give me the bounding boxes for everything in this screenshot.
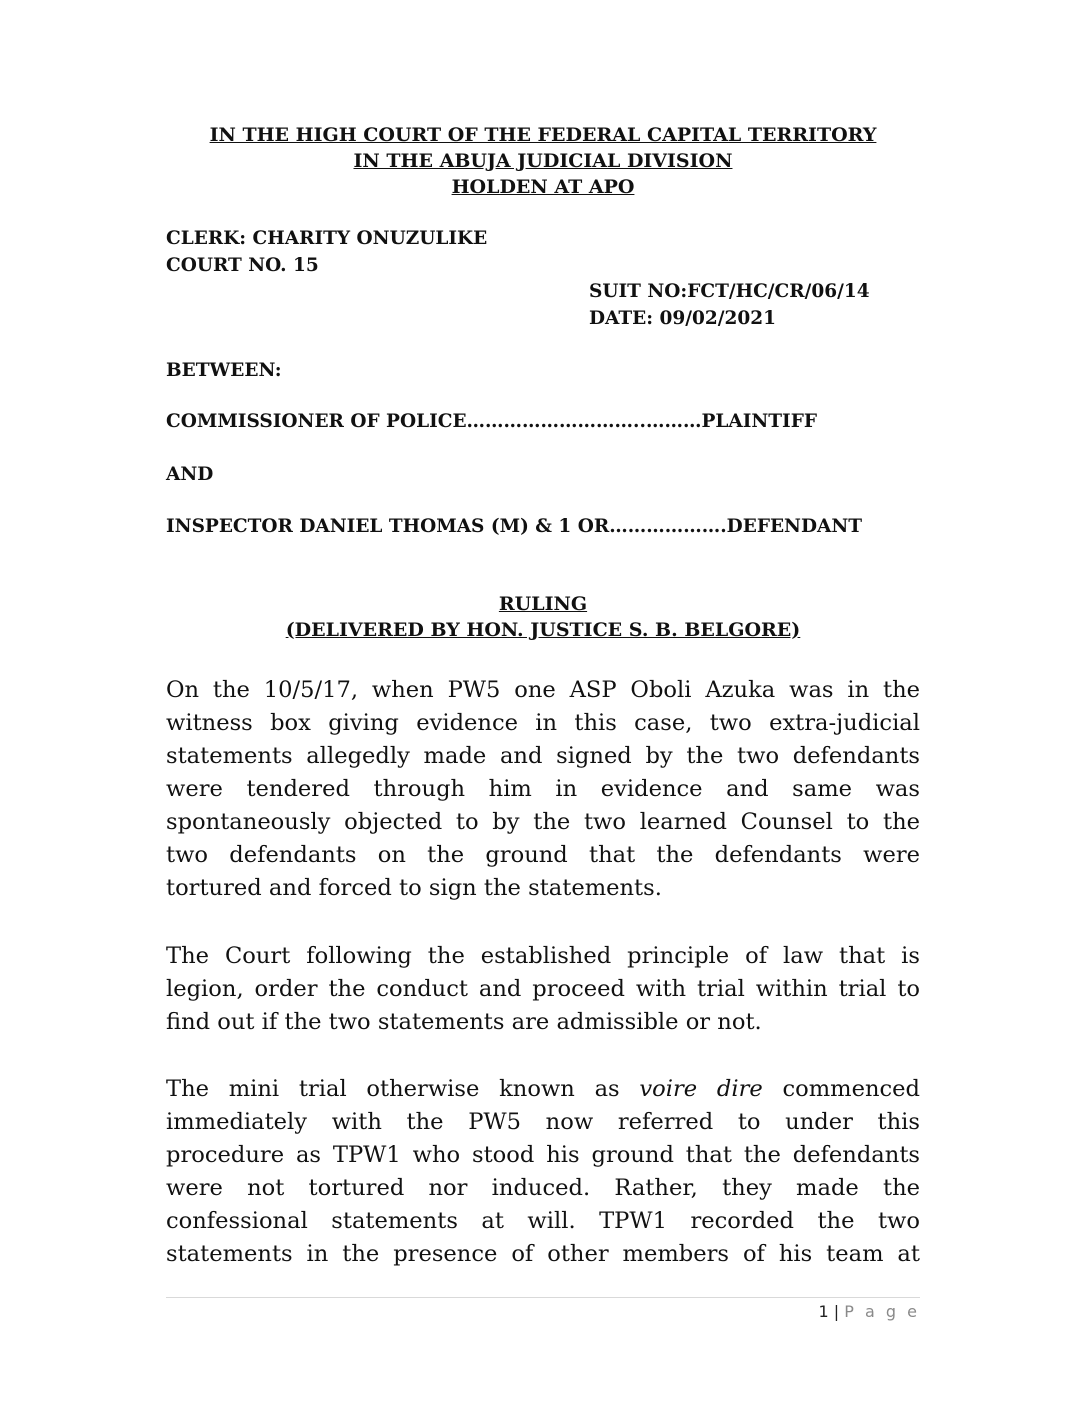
court-number: COURT NO. 15	[166, 255, 319, 276]
paragraph-2	[166, 940, 920, 1039]
paragraph-line: confessional statements at will. TPW1 recorded the two	[166, 1208, 920, 1234]
paragraph-line: were tendered through him in evidence and same was	[166, 776, 920, 802]
paragraph-line: find out if the two statements are admissible or not.	[166, 1009, 762, 1035]
paragraph-line: The Court following the established principle of law that is	[166, 943, 920, 969]
clerk-block	[166, 225, 487, 279]
suit-number: SUIT NO:FCT/HC/CR/06/14	[589, 281, 870, 302]
plaintiff-line: COMMISSIONER OF POLICE………………………..………PLAINTIFF	[166, 411, 817, 432]
page-number: 1	[818, 1302, 829, 1321]
paragraph-line: statements allegedly made and signed by the two defendants	[166, 743, 920, 769]
court-heading-line2: IN THE ABUJA JUDICIAL DIVISION	[353, 150, 733, 172]
page-footer	[819, 1302, 920, 1321]
paragraph-line: tortured and forced to sign the statements.	[166, 875, 662, 901]
paragraph-line: witness box giving evidence in this case, two extra-judicial	[166, 710, 920, 736]
paragraph-line: were not tortured nor induced. Rather, they made the	[166, 1175, 920, 1201]
and-label: AND	[166, 464, 214, 485]
ruling-heading	[166, 591, 920, 643]
ruling-date: DATE: 09/02/2021	[589, 308, 777, 329]
paragraph-1	[166, 674, 920, 905]
text-segment: commenced	[782, 1076, 921, 1102]
paragraph-line: procedure as TPW1 who stood his ground that the defendants	[166, 1142, 920, 1168]
clerk-name: CLERK: CHARITY ONUZULIKE	[166, 228, 488, 249]
ruling-title: RULING	[498, 593, 588, 615]
paragraph-line: immediately with the PW5 now referred to under this	[166, 1109, 920, 1135]
paragraph-line: legion, order the conduct and proceed with trial within trial to	[166, 976, 920, 1002]
italic-term: voire dire	[639, 1076, 763, 1102]
text-segment: The mini trial otherwise known as	[166, 1076, 620, 1102]
footer-separator: |	[833, 1302, 840, 1321]
footer-divider	[166, 1297, 920, 1298]
paragraph-line: two defendants on the ground that the defendants were	[166, 842, 920, 868]
ruling-subtitle: (DELIVERED BY HON. JUSTICE S. B. BELGORE)	[285, 619, 801, 641]
paragraph-line: On the 10/5/17, when PW5 one ASP Oboli Azuka was in the	[166, 677, 920, 703]
paragraph-line: spontaneously objected to by the two learned Counsel to the	[166, 809, 920, 835]
court-heading-line3: HOLDEN AT APO	[451, 176, 635, 198]
court-heading-line1: IN THE HIGH COURT OF THE FEDERAL CAPITAL TERRITORY	[209, 124, 877, 146]
page-label: P a g e	[844, 1302, 920, 1321]
suit-block	[589, 278, 870, 332]
paragraph-line: statements in the presence of other members of his team at	[166, 1241, 920, 1267]
paragraph-3	[166, 1073, 920, 1271]
court-heading	[166, 122, 920, 200]
defendant-line: INSPECTOR DANIEL THOMAS (M) & 1 OR……………….DEFENDANT	[166, 516, 863, 537]
paragraph-line-first	[166, 1073, 920, 1106]
between-label: BETWEEN:	[166, 360, 282, 381]
